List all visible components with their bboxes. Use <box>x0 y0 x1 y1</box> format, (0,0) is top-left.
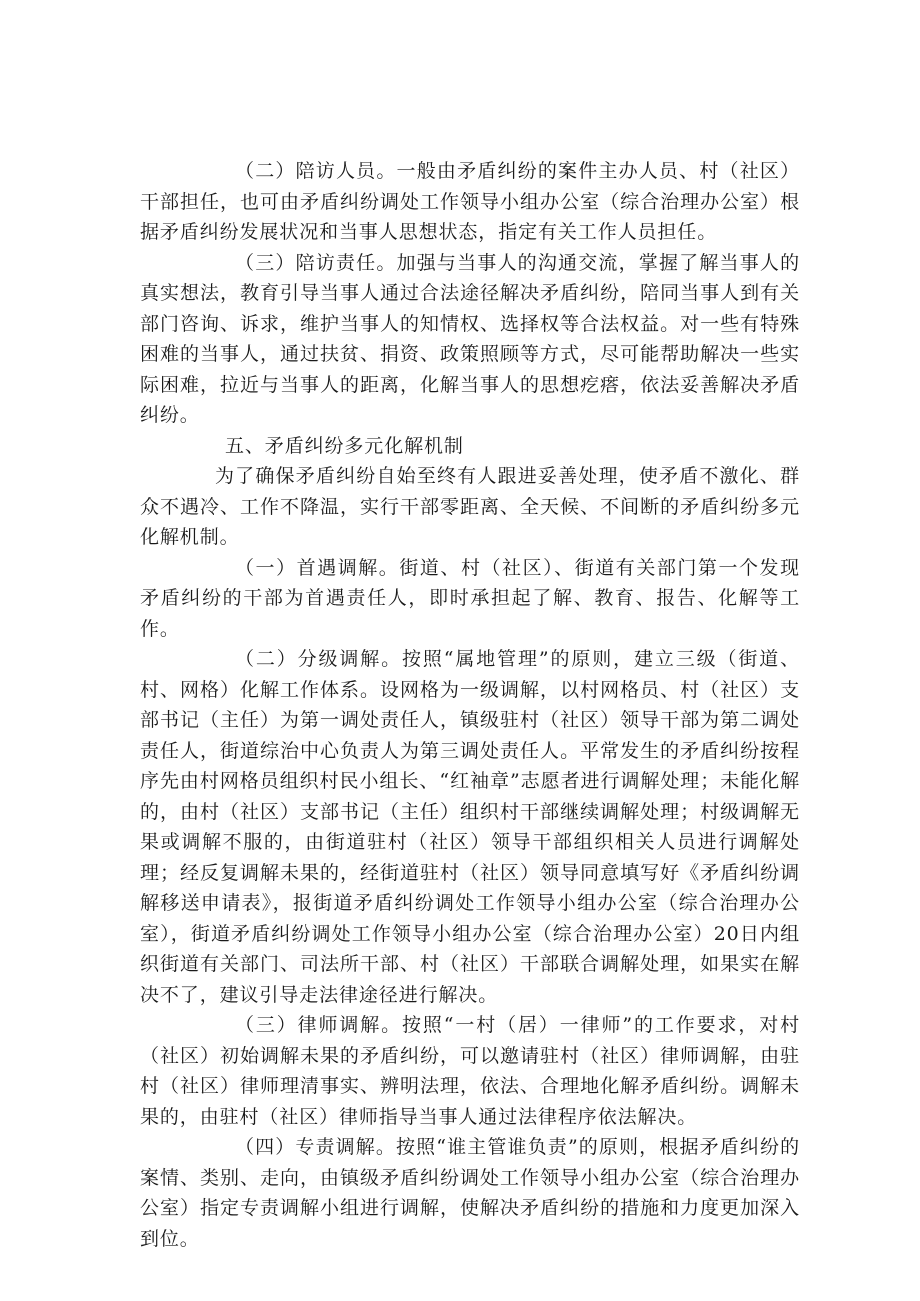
paragraph-mechanism-intro: 为了确保矛盾纠纷自始至终有人跟进妥善处理，使矛盾不激化、群众不遇冷、工作不降温，实行干部零距离、全天候、不间断的矛盾纠纷多元化解机制。 <box>140 465 800 548</box>
paragraph-escort-personnel: （二）陪访人员。一般由矛盾纠纷的案件主办人员、村（社区）干部担任，也可由矛盾纠纷调处工作领导小组办公室（综合治理办公室）根据矛盾纠纷发展状况和当事人思想状态，指定有关工作人员担任。 <box>140 160 800 243</box>
paragraph-lawyer-mediation: （三）律师调解。按照“一村（居）一律师”的工作要求，对村（社区）初始调解未果的矛盾纠纷，可以邀请驻村（社区）律师调解，由驻村（社区）律师理清事实、辨明法理，依法、合理地化解矛盾纠纷。调解未果的，由驻村（社区）律师指导当事人通过法律程序依法解决。 <box>140 1014 800 1128</box>
paragraph-first-encounter-mediation: （一）首遇调解。街道、村（社区）、街道有关部门第一个发现矛盾纠纷的干部为首遇责任人，即时承担起了解、教育、报告、化解等工作。 <box>140 556 800 640</box>
document-body <box>140 156 800 1254</box>
paragraph-tiered-mediation: （二）分级调解。按照“属地管理”的原则，建立三级（街道、村、网格）化解工作体系。设网格为一级调解，以村网格员、村（社区）支部书记（主任）为第一调处责任人，镇级驻村（社区）领导干部为第二调处责任人，街道综治中心负责人为第三调处责任人。平常发生的矛盾纠纷按程序先由村网格员组织村民小组长、“红袖章”志愿者进行调解处理；未能化解的，由村（社区）支部书记（主任）组织村干部继续调解处理；村级调解无果或调解不服的，由街道驻村（社区）领导干部组织相关人员进行调解处理；经反复调解未果的，经街道驻村（社区）领导同意填写好《矛盾纠纷调解移送申请表》，报街道矛盾纠纷调处工作领导小组办公室（综合治理办公室），街道矛盾纠纷调处工作领导小组办公室（综合治理办公室）20日内组织街道有关部门、司法所干部、村（社区）干部联合调解处理，如果实在解决不了，建议引导走法律途径进行解决。 <box>140 648 800 1006</box>
section-heading-mechanism: 五、矛盾纠纷多元化解机制 <box>225 434 464 457</box>
paragraph-escort-duties: （三）陪访责任。加强与当事人的沟通交流，掌握了解当事人的真实想法，教育引导当事人通过合法途径解决矛盾纠纷，陪同当事人到有关部门咨询、诉求，维护当事人的知情权、选择权等合法权益。对一些有特殊困难的当事人，通过扶贫、捐资、政策照顾等方式，尽可能帮助解决一些实际困难，拉近与当事人的距离，化解当事人的思想疙瘩，依法妥善解决矛盾纠纷。 <box>140 251 800 426</box>
paragraph-dedicated-mediation: （四）专责调解。按照“谁主管谁负责”的原则，根据矛盾纠纷的案情、类别、走向，由镇级矛盾纠纷调处工作领导小组办公室（综合治理办公室）指定专责调解小组进行调解，使解决矛盾纠纷的措施和力度更加深入到位。 <box>140 1136 800 1250</box>
